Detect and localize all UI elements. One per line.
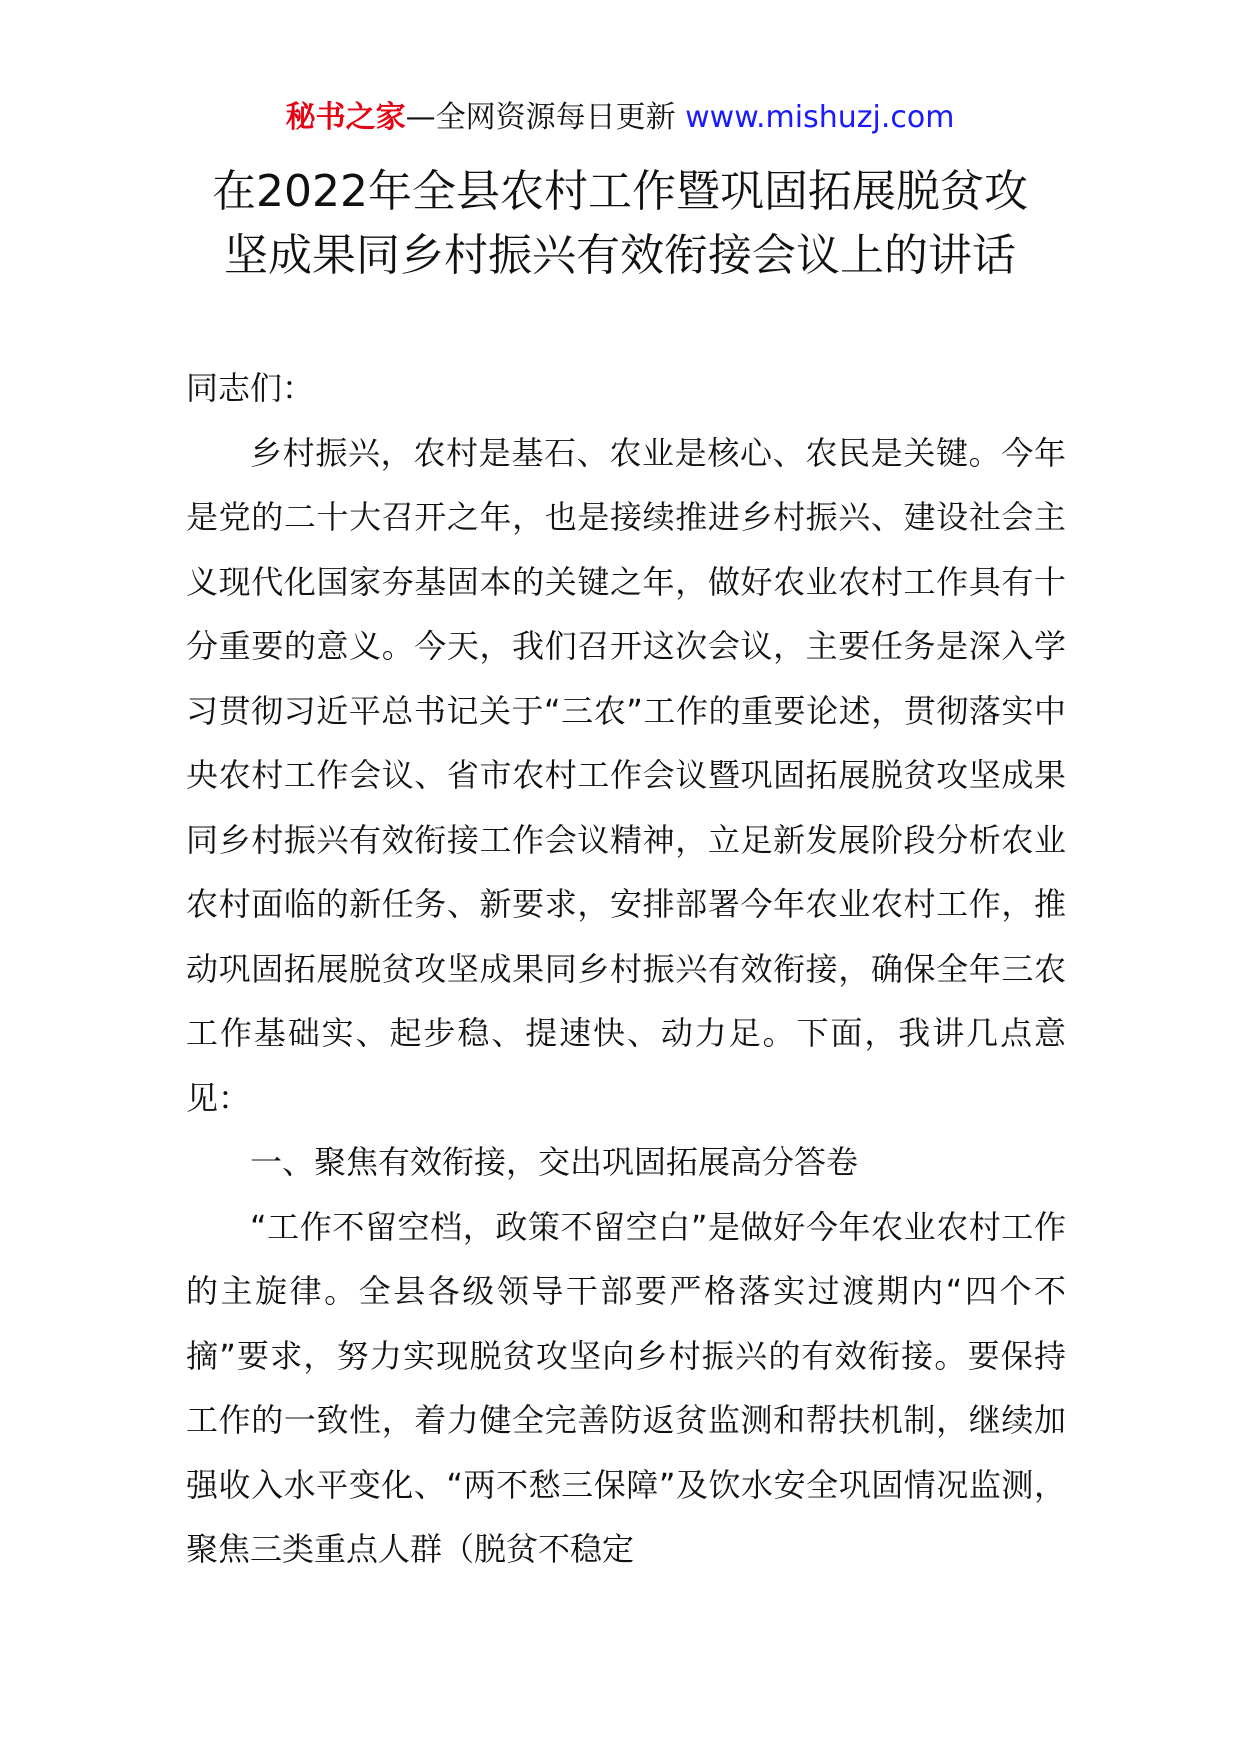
salutation: 同志们：	[186, 369, 315, 407]
site-header	[0, 96, 1240, 140]
document-title	[0, 160, 1240, 288]
section-heading-1: 一、聚焦有效衔接，交出巩固拓展高分答卷	[250, 1143, 859, 1181]
document-title-line-1: 在2022年全县农村工作暨巩固拓展脱贫攻	[212, 166, 1028, 217]
body-paragraph-2: “工作不留空档，政策不留空白”是做好今年农业农村工作的主旋律。全县各级领导干部要严格落实过渡期内“四个不摘”要求，努力实现脱贫攻坚向乡村振兴的有效衔接。要保持工作的一致性，着力健全完善防返贫监测和帮扶机制，继续加强收入水平变化、“两不愁三保障”及饮水安全巩固情况监测，聚焦三类重点人群（脱贫不稳定	[186, 1207, 1066, 1568]
document-title-line-2: 坚成果同乡村振兴有效衔接会议上的讲话	[224, 230, 1016, 281]
brand-name: 秘书之家	[285, 100, 406, 135]
document-body	[186, 356, 1066, 1582]
header-tagline: —全网资源每日更新	[405, 100, 676, 135]
body-paragraph-1: 乡村振兴，农村是基石、农业是核心、农民是关键。今年是党的二十大召开之年，也是接续推进乡村振兴、建设社会主义现代化国家夯基固本的关键之年，做好农业农村工作具有十分重要的意义。今天，我们召开这次会议，主要任务是深入学习贯彻习近平总书记关于“三农”工作的重要论述，贯彻落实中央农村工作会议、省市农村工作会议暨巩固拓展脱贫攻坚成果同乡村振兴有效衔接工作会议精神，立足新发展阶段分析农业农村面临的新任务、新要求，安排部署今年农业农村工作，推动巩固拓展脱贫攻坚成果同乡村振兴有效衔接，确保全年三农工作基础实、起步稳、提速快、动力足。下面，我讲几点意见：	[186, 433, 1066, 1117]
site-url-link[interactable]: www.mishuzj.com	[685, 100, 955, 135]
